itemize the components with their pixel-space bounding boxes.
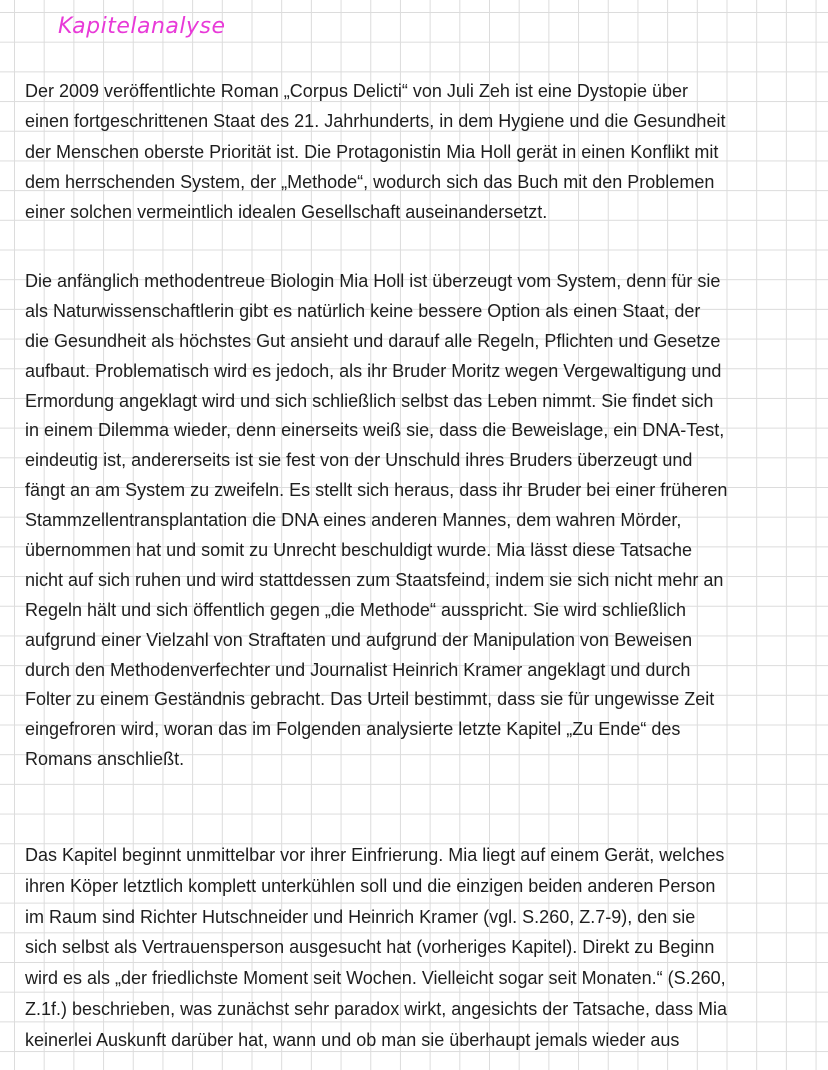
text-line: Folter zu einem Geständnis gebracht. Das Urteil bestimmt, dass sie für ungewisse Zeit (25, 689, 715, 710)
text-line: keinerlei Auskunft darüber hat, wann und ob man sie überhaupt jemals wieder aus (25, 1029, 680, 1050)
text-line: Der 2009 veröffentlichte Roman „Corpus Delicti“ von Juli Zeh ist eine Dystopie über (25, 81, 688, 101)
paragraph-analysis (25, 840, 727, 1056)
text-line: nicht auf sich ruhen und wird stattdessen zum Staatsfeind, indem sie sich nicht mehr an (25, 569, 724, 590)
text-line: eindeutig ist, andererseits ist sie fest von der Unschuld ihres Bruders überzeugt und (25, 450, 693, 471)
text-line: aufgrund einer Vielzahl von Straftaten und aufgrund der Manipulation von Beweisen (25, 629, 693, 650)
page-title: Kapitelanalyse (58, 14, 226, 39)
paragraph-summary (25, 267, 727, 775)
text-line: Ermordung angeklagt wird und sich schließlich selbst das Leben nimmt. Sie findet sich (25, 390, 714, 411)
text-line: eingefroren wird, woran das im Folgenden analysierte letzte Kapitel „Zu Ende“ des (25, 719, 681, 740)
text-line: fängt an am System zu zweifeln. Es stellt sich heraus, dass ihr Bruder bei einer früheren (25, 480, 728, 501)
text-line: ihren Köper letztlich komplett unterkühlen soll und die einzigen beiden anderen Person (25, 875, 716, 896)
text-line: wird es als „der friedlichste Moment seit Wochen. Vielleicht sogar seit Monaten.“ (S.260, (25, 968, 726, 989)
text-line: übernommen hat und somit zu Unrecht beschuldigt wurde. Mia lässt diese Tatsache (25, 540, 693, 561)
text-line: die Gesundheit als höchstes Gut ansieht und darauf alle Regeln, Pflichten und Gesetze (25, 330, 721, 351)
text-line: im Raum sind Richter Hutschneider und Heinrich Kramer (vgl. S.260, Z.7-9), den sie (25, 906, 696, 927)
text-line: der Menschen oberste Priorität ist. Die Protagonistin Mia Holl gerät in einen Konflikt mit (25, 141, 719, 162)
text-line: dem herrschenden System, der „Methode“, wodurch sich das Buch mit den Problemen (25, 171, 715, 192)
text-line: als Naturwissenschaftlerin gibt es natürlich keine bessere Option als einen Staat, der (25, 300, 701, 321)
text-line: einen fortgeschrittenen Staat des 21. Jahrhunderts, in dem Hygiene und die Gesundheit (25, 111, 726, 132)
text-line: Das Kapitel beginnt unmittelbar vor ihrer Einfrierung. Mia liegt auf einem Gerät, welches (25, 845, 725, 865)
text-line: Stammzellentransplantation die DNA eines anderen Mannes, dem wahren Mörder, (25, 510, 682, 531)
text-line: einer solchen vermeintlich idealen Gesellschaft auseinandersetzt. (25, 202, 548, 223)
text-line: Romans anschließt. (25, 749, 185, 770)
text-line: sich selbst als Vertrauensperson ausgesucht hat (vorheriges Kapitel). Direkt zu Beginn (25, 937, 715, 958)
text-line: Die anfänglich methodentreue Biologin Mia Holl ist überzeugt vom System, denn für sie (25, 271, 721, 291)
text-line: Regeln hält und sich öffentlich gegen „die Methode“ ausspricht. Sie wird schließlich (25, 599, 687, 620)
paragraph-introduction (25, 76, 725, 227)
text-line: in einem Dilemma wieder, denn einerseits weiß sie, dass die Beweislage, ein DNA-Test, (25, 420, 725, 441)
text-line: Z.1f.) beschrieben, was zunächst sehr paradox wirkt, angesichts der Tatsache, dass Mia (25, 998, 728, 1019)
text-line: aufbaut. Problematisch wird es jedoch, als ihr Bruder Moritz wegen Vergewaltigung und (25, 360, 722, 381)
text-line: durch den Methodenverfechter und Journalist Heinrich Kramer angeklagt und durch (25, 659, 691, 680)
